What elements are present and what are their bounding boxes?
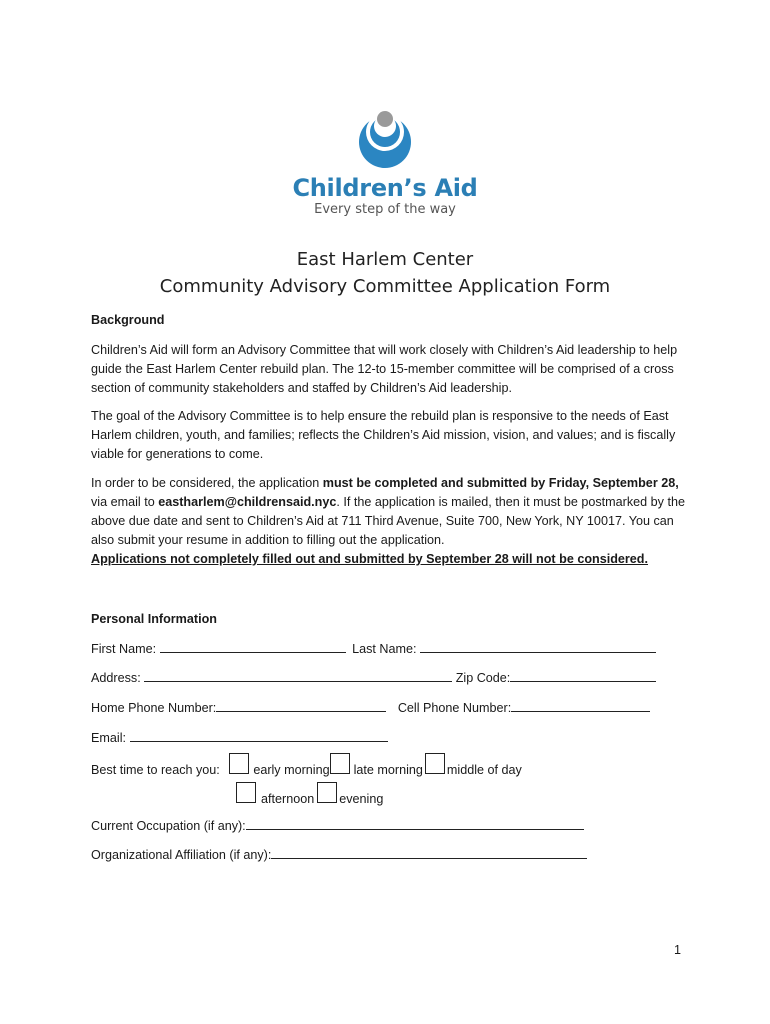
paragraph-text: Children’s Aid will form an Advisory Committee that will work closely with Children’s Aid leadership to help guide the East Harlem Center rebuild plan. The 12-to 15-member committee will be comprised of a cross section of community stakeholders and staffed by Children’s Aid leadership. <box>91 343 678 395</box>
late-morning-checkbox[interactable] <box>330 753 350 774</box>
home-phone-field[interactable] <box>216 698 386 712</box>
text-run: . If the application is mailed, then it must be postmarked by the above due date and sent to Children’s Aid at 711 Third Avenue, Suite 700, New York, NY 10017. You can also submit your resume in addition to filling out the application. <box>91 495 685 547</box>
logo-tagline: Every step of the way <box>314 202 456 217</box>
page-title-center: East Harlem Center <box>296 249 474 270</box>
cell-phone-field[interactable] <box>511 698 650 712</box>
last-name-label: Last Name: <box>352 642 417 656</box>
afternoon-checkbox[interactable] <box>236 782 256 803</box>
zip-field[interactable] <box>510 668 656 682</box>
affiliation-row <box>91 845 587 862</box>
warning-text <box>91 550 691 569</box>
early-morning-checkbox[interactable] <box>229 753 249 774</box>
personal-info-heading: Personal Information <box>91 612 217 626</box>
name-row <box>91 639 656 656</box>
deadline-text: must be completed and submitted by Friday, September 28, <box>322 476 679 490</box>
background-paragraph-1 <box>91 341 691 398</box>
page-number: 1 <box>674 943 682 957</box>
zip-label: Zip Code: <box>455 671 511 685</box>
phone-row <box>91 698 650 715</box>
home-phone-label: Home Phone Number: <box>91 701 217 715</box>
early-morning-label: early morning <box>253 763 330 777</box>
email-field[interactable] <box>130 728 388 742</box>
first-name-label: First Name: <box>91 642 157 656</box>
middle-of-day-checkbox[interactable] <box>425 753 445 774</box>
last-name-field[interactable] <box>420 639 656 653</box>
occupation-label: Current Occupation (if any): <box>91 819 246 833</box>
best-time-label: Best time to reach you: <box>91 763 220 777</box>
text-run: via email to <box>91 495 159 509</box>
address-field[interactable] <box>144 668 452 682</box>
best-time-row-2 <box>236 782 383 806</box>
paragraph-text <box>91 474 691 550</box>
affiliation-label: Organizational Affiliation (if any): <box>91 848 272 862</box>
email-label: Email: <box>91 731 126 745</box>
childrens-aid-logo <box>0 108 770 217</box>
email-address: eastharlem@childrensaid.nyc <box>158 495 337 509</box>
background-paragraph-3 <box>91 474 691 569</box>
occupation-row <box>91 816 584 833</box>
background-heading: Background <box>91 313 165 327</box>
page-title-form: Community Advisory Committee Application Form <box>159 276 611 297</box>
background-paragraph-2 <box>91 407 691 464</box>
logo-name: Children’s Aid <box>292 174 478 202</box>
cell-phone-label: Cell Phone Number: <box>397 701 512 715</box>
first-name-field[interactable] <box>160 639 346 653</box>
late-morning-label: late morning <box>353 763 423 777</box>
email-row <box>91 728 388 745</box>
logo-mark-icon <box>357 108 413 170</box>
paragraph-text: The goal of the Advisory Committee is to help ensure the rebuild plan is responsive to the needs of East Harlem children, youth, and families; reflects the Children’s Aid mission, vision, and values; and is fiscally viable for generations to come. <box>91 409 676 461</box>
occupation-field[interactable] <box>246 816 584 830</box>
address-row <box>91 668 656 685</box>
best-time-row <box>91 753 522 777</box>
affiliation-field[interactable] <box>271 845 587 859</box>
warning-text-bold: Applications not completely filled out and submitted by September 28 will not be considered. <box>91 552 649 566</box>
middle-of-day-label: middle of day <box>446 763 522 777</box>
evening-label: evening <box>339 792 384 806</box>
afternoon-label: afternoon <box>261 792 315 806</box>
text-run: In order to be considered, the application <box>91 476 323 490</box>
address-label: Address: <box>91 671 141 685</box>
evening-checkbox[interactable] <box>317 782 337 803</box>
